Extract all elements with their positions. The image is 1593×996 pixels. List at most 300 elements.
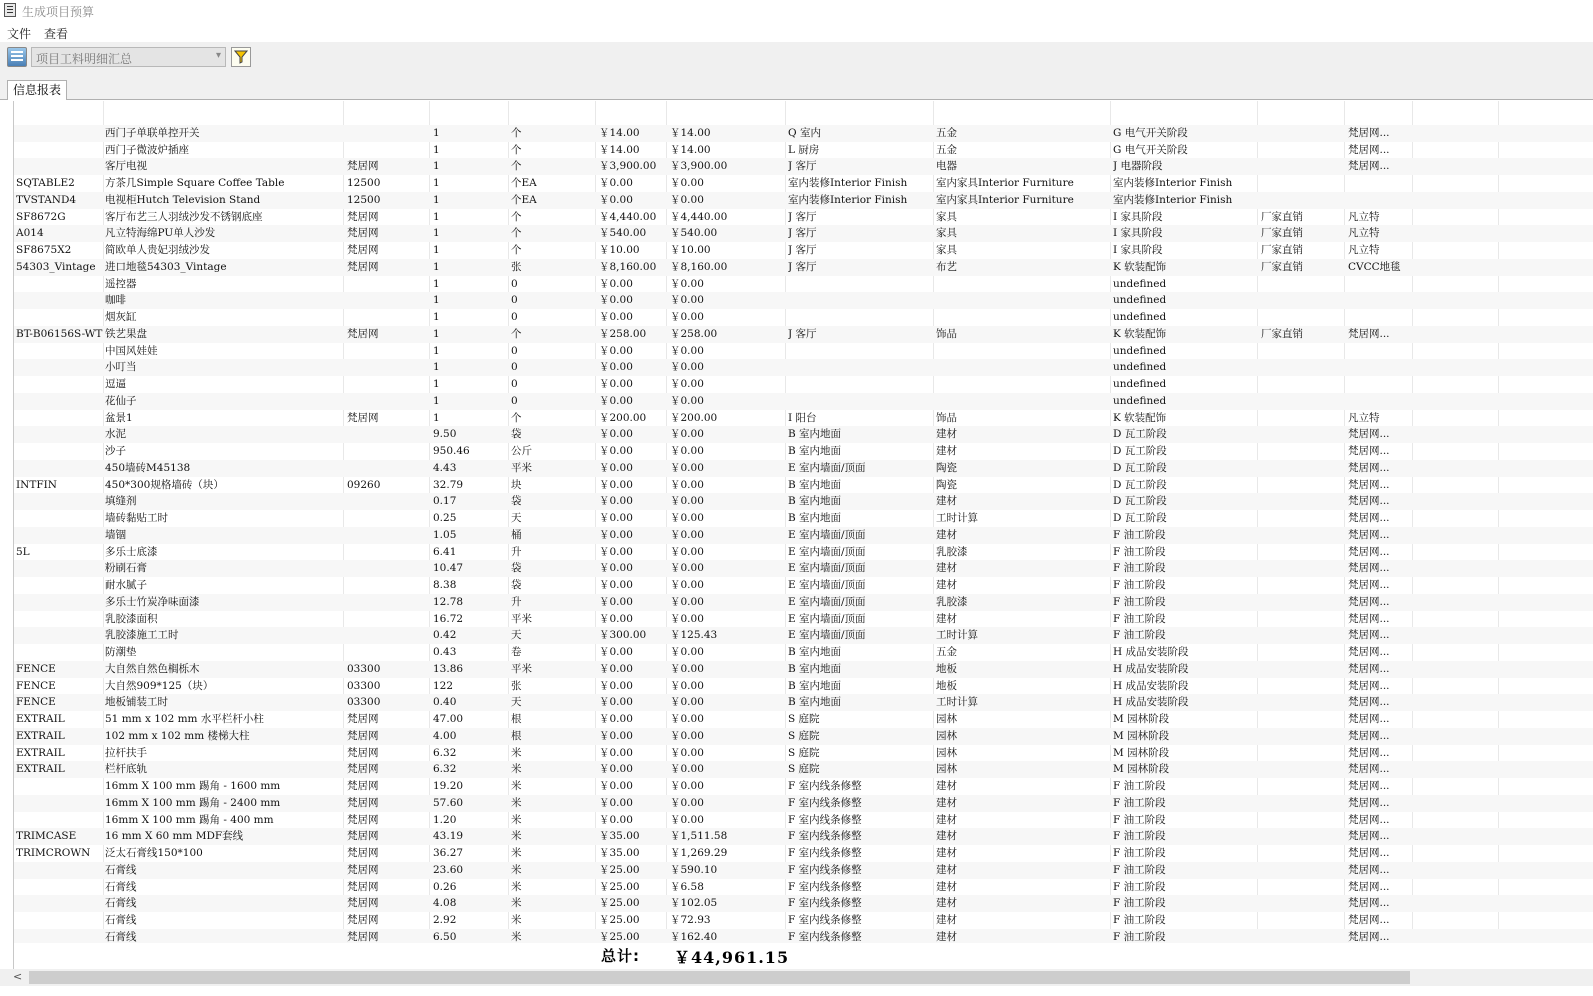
table-cell: 0 — [511, 311, 518, 323]
table-cell — [347, 426, 431, 443]
table-cell — [1261, 158, 1346, 175]
table-cell: ￥0.00 — [599, 595, 633, 608]
table-row[interactable] — [14, 828, 1593, 845]
table-cell — [1261, 393, 1346, 410]
table-row[interactable] — [14, 376, 1593, 393]
table-cell: 石膏线 — [105, 897, 137, 910]
table-row[interactable] — [14, 426, 1593, 443]
table-cell: 梵居网 — [347, 160, 379, 173]
table-cell — [1414, 225, 1494, 242]
table-row[interactable] — [14, 309, 1593, 326]
table-cell: 54303_Vintage — [16, 260, 96, 273]
table-cell: TRIMCASE — [16, 830, 77, 843]
table-cell — [16, 895, 104, 912]
table-cell — [1414, 611, 1494, 628]
table-cell: 平米 — [511, 461, 532, 474]
table-row[interactable] — [14, 778, 1593, 795]
table-cell: undefined — [1113, 294, 1167, 307]
table-row[interactable] — [14, 560, 1593, 577]
table-row[interactable] — [14, 661, 1593, 678]
table-cell: 梵居网... — [1348, 662, 1390, 675]
table-cell: ￥0.00 — [670, 277, 704, 290]
table-row[interactable] — [14, 694, 1593, 711]
table-cell: F 油工阶段 — [1113, 930, 1166, 943]
table-cell: ￥0.00 — [599, 193, 633, 206]
table-cell: ￥1,269.29 — [670, 847, 728, 859]
table-cell: 1 — [433, 394, 440, 407]
table-cell: 梵居网... — [1348, 126, 1390, 139]
table-cell — [347, 544, 431, 561]
table-cell: 遥控器 — [105, 277, 137, 290]
table-cell: 13.86 — [433, 662, 464, 675]
table-row[interactable] — [14, 678, 1593, 695]
table-cell: ￥0.00 — [599, 361, 633, 374]
table-cell: 梵居网... — [1348, 528, 1390, 541]
table-cell: ￥35.00 — [599, 847, 640, 859]
table-cell: ￥0.00 — [670, 344, 704, 357]
table-row[interactable] — [14, 410, 1593, 427]
table-cell: ￥0.00 — [670, 612, 704, 625]
table-cell: ￥0.00 — [670, 595, 704, 608]
table-cell: ￥0.00 — [599, 646, 633, 658]
table-cell: 4.43 — [433, 461, 457, 474]
table-cell — [1414, 745, 1494, 762]
table-row[interactable] — [14, 812, 1593, 829]
table-cell: 米 — [511, 796, 522, 809]
total-value: ￥44,961.15 — [674, 948, 790, 967]
table-cell: ￥0.00 — [599, 478, 633, 491]
table-cell: 墙砖黏贴工时 — [105, 512, 168, 524]
table-cell: 03300 — [347, 662, 381, 675]
table-row[interactable] — [14, 544, 1593, 561]
table-cell: M 园林阶段 — [1113, 763, 1170, 776]
table-cell — [1261, 108, 1346, 125]
table-cell — [1414, 510, 1494, 527]
table-cell: ￥0.00 — [599, 662, 633, 675]
chevron-down-icon: ▾ — [215, 50, 221, 61]
table-row[interactable] — [14, 359, 1593, 376]
table-cell: 个 — [511, 227, 522, 240]
table-cell: ￥0.00 — [599, 696, 633, 709]
table-cell: 建材 — [936, 579, 957, 591]
table-cell: ￥0.00 — [599, 394, 633, 407]
table-cell: 水泥 — [105, 428, 126, 441]
table-cell: 天 — [511, 629, 522, 642]
table-row[interactable] — [14, 611, 1593, 628]
table-cell: 1 — [433, 244, 440, 256]
table-row[interactable] — [14, 125, 1593, 142]
table-cell — [1261, 862, 1346, 879]
table-cell: ￥200.00 — [599, 411, 647, 424]
table-cell: J 客厅 — [788, 227, 817, 240]
table-cell: 梵居网 — [347, 327, 379, 340]
menu-bar — [0, 22, 1593, 42]
table-cell — [1348, 292, 1412, 309]
table-cell: ￥0.00 — [670, 662, 704, 675]
table-cell: ￥0.00 — [670, 646, 704, 658]
table-cell — [1414, 192, 1494, 209]
table-row[interactable] — [14, 343, 1593, 360]
table-cell — [16, 276, 104, 293]
table-cell — [1414, 594, 1494, 611]
table-cell: 建材 — [936, 495, 957, 508]
table-row[interactable] — [14, 862, 1593, 879]
table-row[interactable] — [14, 644, 1593, 661]
table-cell: ￥3,900.00 — [670, 160, 728, 173]
table-cell: ￥102.05 — [670, 897, 718, 910]
table-row[interactable] — [14, 510, 1593, 527]
table-cell: ￥0.00 — [599, 495, 633, 508]
table-cell: 10.47 — [433, 562, 464, 575]
table-cell — [347, 292, 431, 309]
table-cell — [1261, 812, 1346, 829]
table-cell — [1414, 410, 1494, 427]
table-row[interactable] — [14, 745, 1593, 762]
table-cell: 23.60 — [433, 863, 464, 876]
report-select[interactable] — [31, 47, 226, 67]
table-cell — [1261, 276, 1346, 293]
table-cell: 多乐士竹炭净味面漆 — [105, 595, 200, 608]
table-cell: 大自然909*125（块） — [105, 679, 214, 692]
table-cell: 梵居网 — [347, 763, 379, 776]
table-cell — [1414, 862, 1494, 879]
table-row[interactable] — [14, 577, 1593, 594]
table-cell: 16mm X 100 mm 踢角 - 2400 mm — [105, 796, 281, 809]
tab-info-report[interactable]: 信息报表 — [7, 80, 67, 100]
table-cell: 张 — [511, 679, 522, 692]
table-cell — [1414, 795, 1494, 812]
table-row[interactable] — [14, 192, 1593, 209]
table-cell — [1261, 845, 1346, 862]
table-cell: 进口地毯54303_Vintage — [105, 260, 227, 273]
table-row[interactable] — [14, 879, 1593, 896]
table-cell: 家具 — [936, 227, 957, 240]
table-row[interactable] — [14, 795, 1593, 812]
table-cell — [347, 527, 431, 544]
table-cell: 1 — [433, 378, 440, 390]
table-cell — [788, 359, 934, 376]
table-cell: 梵居网... — [1348, 612, 1390, 625]
table-cell: 建材 — [936, 863, 957, 876]
table-cell: ￥0.00 — [670, 294, 704, 307]
table-row[interactable] — [14, 711, 1593, 728]
table-cell: 厂家直销 — [1261, 327, 1303, 340]
table-cell: 地板 — [936, 679, 957, 692]
table-row[interactable] — [14, 895, 1593, 912]
table-cell: 家具 — [936, 244, 957, 256]
table-cell: 个EA — [511, 177, 537, 189]
table-cell: EXTRAIL — [16, 713, 65, 725]
table-cell: 1 — [433, 361, 440, 374]
table-cell: 梵居网 — [347, 830, 379, 843]
table-cell: 厂家直销 — [1261, 260, 1303, 273]
table-cell: F 油工阶段 — [1113, 545, 1166, 558]
table-cell: ￥25.00 — [599, 930, 640, 943]
table-cell — [1261, 192, 1346, 209]
table-cell: 梵居网 — [347, 780, 379, 792]
table-cell: E 室内墙面/顶面 — [788, 629, 866, 642]
table-cell: ￥0.00 — [670, 713, 704, 725]
table-cell — [788, 376, 934, 393]
table-cell: EXTRAIL — [16, 746, 65, 759]
table-cell — [347, 376, 431, 393]
table-cell — [1348, 393, 1412, 410]
table-cell: 块 — [511, 478, 522, 491]
total-row — [14, 943, 1593, 967]
table-cell — [16, 611, 104, 628]
table-cell: 中国风娃娃 — [105, 344, 158, 357]
table-cell: 102 mm x 102 mm 楼梯大柱 — [105, 729, 250, 742]
table-cell: 2.92 — [433, 914, 457, 926]
table-cell: 梵居网... — [1348, 729, 1390, 742]
table-cell: 9.50 — [433, 428, 457, 441]
table-cell — [1414, 292, 1494, 309]
table-cell: 梵居网... — [1348, 461, 1390, 474]
table-cell: 梵居网 — [347, 260, 379, 273]
table-cell — [1261, 527, 1346, 544]
table-row[interactable] — [14, 108, 1593, 125]
table-cell: 乳胶漆面积 — [105, 612, 158, 625]
table-cell: 梵居网... — [1348, 679, 1390, 692]
table-cell — [16, 627, 104, 644]
report-table — [13, 101, 1593, 969]
table-cell: 凡立特 — [1348, 411, 1380, 424]
table-cell: 6.32 — [433, 746, 457, 759]
table-cell — [1261, 678, 1346, 695]
horizontal-scrollbar[interactable] — [0, 969, 1593, 986]
table-cell: 乳胶漆 — [936, 545, 968, 558]
table-cell — [1414, 326, 1494, 343]
table-cell — [1414, 627, 1494, 644]
table-cell — [1414, 359, 1494, 376]
table-cell — [1348, 309, 1412, 326]
table-cell: H 成品安装阶段 — [1113, 646, 1189, 658]
table-cell: F 室内线条修整 — [788, 813, 862, 826]
table-cell: F 油工阶段 — [1113, 897, 1166, 910]
table-cell — [788, 343, 934, 360]
table-cell: H 成品安装阶段 — [1113, 696, 1189, 709]
table-cell — [1261, 477, 1346, 494]
table-cell: 建材 — [936, 528, 957, 541]
table-cell: ￥0.00 — [670, 177, 704, 189]
table-cell — [1348, 376, 1412, 393]
table-cell: 厂家直销 — [1261, 244, 1303, 256]
table-cell: J 客厅 — [788, 327, 817, 340]
table-cell: 梵居网... — [1348, 545, 1390, 558]
table-cell — [16, 644, 104, 661]
table-row[interactable] — [14, 276, 1593, 293]
table-cell — [1261, 644, 1346, 661]
table-cell — [16, 594, 104, 611]
table-cell — [16, 577, 104, 594]
table-row[interactable] — [14, 443, 1593, 460]
table-cell: 厂家直销 — [1261, 227, 1303, 240]
table-cell — [1414, 309, 1494, 326]
table-cell: 0.17 — [433, 495, 457, 508]
table-cell: ￥0.00 — [670, 311, 704, 323]
table-cell — [347, 393, 431, 410]
table-row[interactable] — [14, 477, 1593, 494]
table-row[interactable] — [14, 158, 1593, 175]
table-cell: ￥590.10 — [670, 863, 718, 876]
table-row[interactable] — [14, 292, 1593, 309]
table-cell: 36.27 — [433, 847, 464, 859]
table-cell — [1261, 627, 1346, 644]
menu-view[interactable]: 查看 — [44, 27, 69, 41]
table-cell: F 室内线条修整 — [788, 880, 862, 893]
table-cell: B 室内地面 — [788, 679, 842, 692]
table-row[interactable] — [14, 209, 1593, 226]
table-cell: ￥0.00 — [670, 746, 704, 759]
table-row[interactable] — [14, 225, 1593, 242]
table-cell: F 油工阶段 — [1113, 579, 1166, 591]
table-row[interactable] — [14, 175, 1593, 192]
table-cell: 4.00 — [433, 729, 457, 742]
window-title: 生成项目预算 — [22, 5, 95, 19]
table-cell: 03300 — [347, 696, 381, 709]
table-row[interactable] — [14, 912, 1593, 929]
table-cell: 51 mm x 102 mm 水平栏杆小柱 — [105, 713, 264, 725]
table-row[interactable] — [14, 845, 1593, 862]
table-cell: 梵居网... — [1348, 880, 1390, 893]
table-cell: 03300 — [347, 679, 381, 692]
table-cell: F 室内线条修整 — [788, 796, 862, 809]
table-cell: 梵居网... — [1348, 746, 1390, 759]
table-cell — [1414, 761, 1494, 778]
table-row[interactable] — [14, 242, 1593, 259]
table-cell: 梵居网... — [1348, 160, 1390, 173]
table-cell — [1414, 142, 1494, 159]
table-cell — [1261, 460, 1346, 477]
table-cell: 室内装修Interior Finish — [788, 177, 908, 189]
table-row[interactable] — [14, 460, 1593, 477]
table-cell — [1261, 577, 1346, 594]
table-cell: K 软装配饰 — [1113, 411, 1167, 424]
table-cell — [347, 343, 431, 360]
table-row[interactable] — [14, 493, 1593, 510]
table-cell: J 客厅 — [788, 210, 817, 223]
table-cell — [1261, 895, 1346, 912]
table-cell: 0.43 — [433, 646, 457, 658]
table-cell — [16, 443, 104, 460]
table-cell — [1414, 527, 1494, 544]
table-cell: FENCE — [16, 679, 56, 692]
table-cell: F 室内线条修整 — [788, 930, 862, 943]
table-cell — [16, 158, 104, 175]
database-icon[interactable] — [7, 47, 27, 67]
table-row[interactable] — [14, 393, 1593, 410]
table-cell: 建材 — [936, 880, 957, 893]
table-cell — [1261, 761, 1346, 778]
table-cell — [936, 108, 1111, 125]
table-cell: 袋 — [511, 495, 522, 508]
table-cell — [1414, 158, 1494, 175]
table-cell: F 油工阶段 — [1113, 595, 1166, 608]
table-cell: 陶瓷 — [936, 461, 957, 474]
table-cell: 袋 — [511, 562, 522, 575]
table-cell: 客厅布艺三人羽绒沙发不锈钢底座 — [105, 210, 263, 223]
table-cell: 1 — [433, 411, 440, 424]
table-cell — [1261, 728, 1346, 745]
table-cell: BT-B06156S-WT — [16, 327, 103, 340]
table-cell: 5L — [16, 545, 30, 558]
table-row[interactable] — [14, 728, 1593, 745]
table-cell — [16, 108, 104, 125]
table-cell: D 瓦工阶段 — [1113, 495, 1167, 508]
table-cell: 梵居网... — [1348, 763, 1390, 776]
table-cell — [16, 493, 104, 510]
table-cell — [16, 343, 104, 360]
table-cell: 园林 — [936, 746, 957, 759]
table-cell — [16, 527, 104, 544]
table-row[interactable] — [14, 627, 1593, 644]
filter-icon[interactable] — [231, 47, 251, 67]
table-row[interactable] — [14, 761, 1593, 778]
table-row[interactable] — [14, 326, 1593, 343]
table-cell: E 室内墙面/顶面 — [788, 528, 866, 541]
table-row[interactable] — [14, 142, 1593, 159]
table-cell: 梵居网 — [347, 713, 379, 725]
table-cell: ￥0.00 — [670, 796, 704, 809]
table-cell — [1261, 410, 1346, 427]
table-cell: 石膏线 — [105, 863, 137, 876]
table-cell: 饰品 — [936, 411, 957, 424]
table-cell: 工时计算 — [936, 512, 978, 524]
table-cell: 16 mm X 60 mm MDF套线 — [105, 830, 244, 843]
table-cell: 建材 — [936, 445, 957, 457]
table-cell: 电视柜Hutch Television Stand — [105, 193, 261, 206]
table-cell: SF8672G — [16, 210, 66, 223]
table-cell: ￥0.00 — [599, 562, 633, 575]
table-cell: 6.50 — [433, 930, 457, 943]
table-cell — [433, 108, 509, 125]
table-cell — [936, 376, 1111, 393]
table-cell — [16, 778, 104, 795]
table-cell: 1 — [433, 160, 440, 173]
table-cell: E 室内墙面/顶面 — [788, 612, 866, 625]
menu-file[interactable]: 文件 — [7, 27, 32, 41]
table-cell: 建材 — [936, 428, 957, 441]
table-cell: 建材 — [936, 780, 957, 792]
table-cell: 个EA — [511, 193, 537, 206]
table-row[interactable] — [14, 594, 1593, 611]
table-cell — [16, 292, 104, 309]
table-cell: 450*300规格墙砖（块） — [105, 478, 224, 491]
table-cell: 19.20 — [433, 780, 464, 792]
table-cell: 梵居网... — [1348, 646, 1390, 658]
table-cell: 梵居网... — [1348, 595, 1390, 608]
table-cell: 凡立特 — [1348, 210, 1380, 223]
scrollbar-thumb[interactable] — [29, 971, 1410, 984]
table-cell — [936, 393, 1111, 410]
table-row[interactable] — [14, 259, 1593, 276]
table-cell — [1261, 611, 1346, 628]
toolbar — [0, 42, 1593, 72]
table-cell: ￥0.00 — [599, 512, 633, 524]
table-cell — [1414, 912, 1494, 929]
table-cell: undefined — [1113, 311, 1167, 323]
table-cell — [16, 510, 104, 527]
report-select-value: 项目工料明细汇总 — [36, 52, 133, 66]
table-cell — [16, 460, 104, 477]
table-cell: F 油工阶段 — [1113, 880, 1166, 893]
table-cell: 梵居网 — [347, 880, 379, 893]
table-cell: ￥0.00 — [670, 495, 704, 508]
table-cell — [16, 393, 104, 410]
table-cell: 拉杆扶手 — [105, 746, 147, 759]
table-row[interactable] — [14, 527, 1593, 544]
scroll-left-icon[interactable]: < — [13, 970, 23, 983]
